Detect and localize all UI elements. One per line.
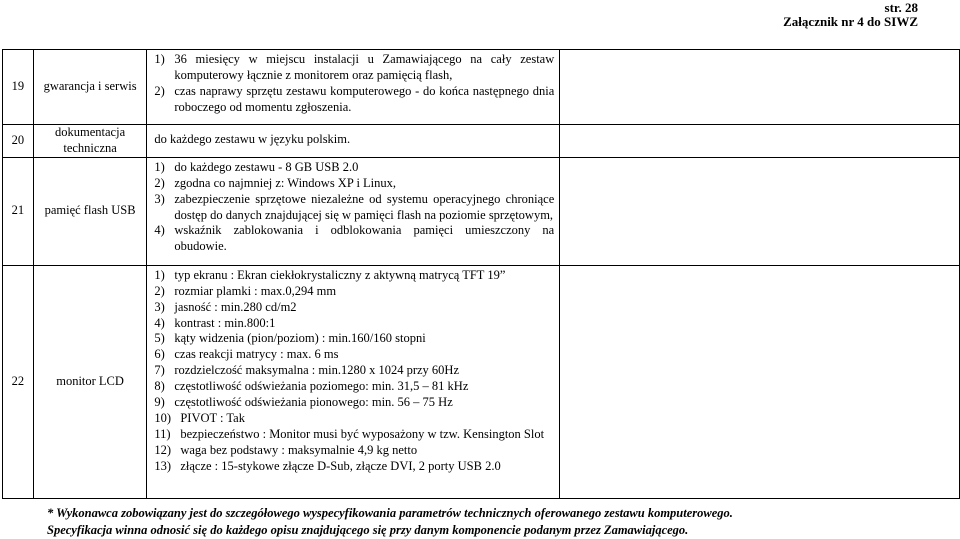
footnote-line-1: * Wykonawca zobowiązany jest do szczegółowego wyspecyfikowania parametrów technicznych oferowanego zestawu komputerowego. (47, 506, 733, 520)
row-name: gwarancja i serwis (33, 50, 147, 125)
list-item: 9) częstotliwość odświeżania pionowego: min. 56 – 75 Hz (154, 395, 453, 410)
list-item: 3) zabezpieczenie sprzętowe niezależne od systemu operacyjnego chroniące dostęp do danych znajdującej się w pamięci flash na poziomie sprzętowym, (154, 191, 555, 222)
row-description (147, 157, 560, 265)
row-name: pamięć flash USB (33, 157, 147, 265)
spec-table (2, 49, 960, 499)
row-number: 20 (3, 125, 34, 158)
list-item: 8) częstotliwość odświeżania poziomego: min. 31,5 – 81 kHz (154, 379, 469, 394)
table-row (3, 157, 960, 265)
row-description (147, 265, 560, 498)
list-item: 6) czas reakcji matrycy : max. 6 ms (154, 347, 339, 362)
list-item: 2) rozmiar plamki : max.0,294 mm (154, 283, 337, 298)
attachment-title: Załącznik nr 4 do SIWZ (783, 14, 918, 29)
empty-cell (560, 157, 960, 265)
list-item: 12) waga bez podstawy : maksymalnie 4,9 kg netto (154, 442, 418, 457)
page-number: str. 28 (884, 0, 918, 15)
list-item: 13) złącze : 15-stykowe złącze D-Sub, złącze DVI, 2 porty USB 2.0 (154, 458, 501, 473)
list-item: 1) do każdego zestawu - 8 GB USB 2.0 (154, 159, 359, 174)
row-name: dokumentacja techniczna (33, 125, 147, 158)
row-number: 21 (3, 157, 34, 265)
list-item: 2) czas naprawy sprzętu zestawu komputerowego - do końca następnego dnia roboczego od momentu zgłoszenia. (154, 83, 555, 114)
footnote-line-2: Specyfikacja winna odnosić się do każdego opisu znajdującego się przy danym komponencie podanym przez Zamawiającego. (47, 523, 689, 537)
list-item: 5) kąty widzenia (pion/poziom) : min.160/160 stopni (154, 331, 426, 346)
list-item: 4) kontrast : min.800:1 (154, 315, 276, 330)
row-description (147, 125, 560, 158)
list-item: 2) zgodna co najmniej z: Windows XP i Linux, (154, 175, 397, 190)
row-text: do każdego zestawu w języku polskim. (154, 132, 351, 147)
list-item: 11) bezpieczeństwo : Monitor musi być wyposażony w tzw. Kensington Slot (154, 426, 545, 441)
list-item: 4) wskaźnik zablokowania i odblokowania pamięci umieszczony na obudowie. (154, 223, 555, 254)
table-row (3, 265, 960, 498)
row-number: 22 (3, 265, 34, 498)
list-item: 1) typ ekranu : Ekran ciekłokrystaliczny z aktywną matrycą TFT 19” (154, 267, 506, 282)
row-description (147, 50, 560, 125)
row-name: monitor LCD (33, 265, 147, 498)
row-number: 19 (3, 50, 34, 125)
list-item: 10) PIVOT : Tak (154, 410, 245, 425)
list-item: 3) jasność : min.280 cd/m2 (154, 299, 297, 314)
list-item: 7) rozdzielczość maksymalna : min.1280 x 1024 przy 60Hz (154, 363, 459, 378)
list-item: 1) 36 miesięcy w miejscu instalacji u Zamawiającego na cały zestaw komputerowy łącznie z monitorem oraz pamięcią flash, (154, 52, 555, 82)
empty-cell (560, 125, 960, 158)
empty-cell (560, 50, 960, 125)
table-row (3, 125, 960, 158)
empty-cell (560, 265, 960, 498)
table-row (3, 50, 960, 125)
